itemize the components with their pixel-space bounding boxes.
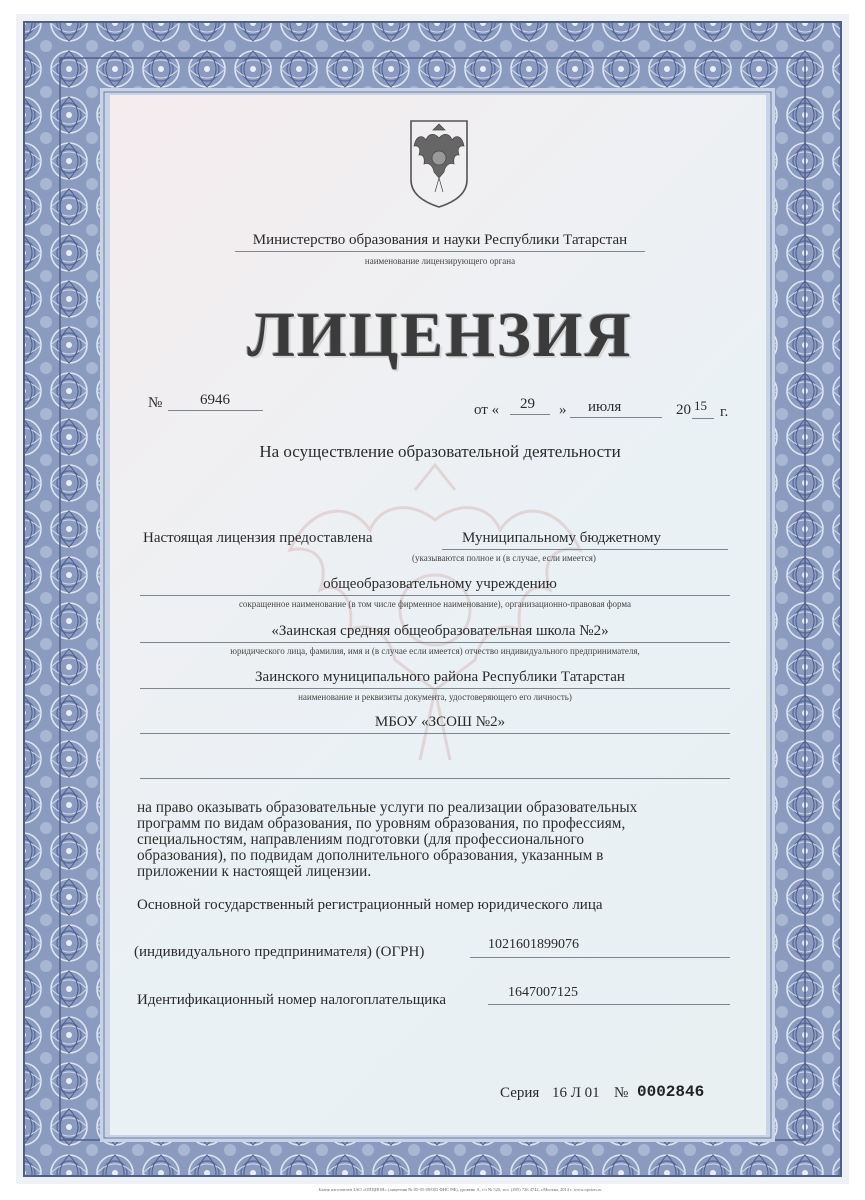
day-underline — [510, 414, 550, 415]
series-number-label: № — [614, 1085, 629, 1101]
rights-line-1: на право оказывать образовательные услуги по реализации образовательных — [137, 799, 638, 816]
authority-caption: наименование лицензирующего органа — [364, 256, 516, 266]
date-year-end: г. — [720, 404, 729, 420]
grantee-caption-1: (указываются полное и (в случае, если имеется) — [412, 553, 596, 563]
inn-underline — [488, 1004, 730, 1005]
grantee-caption-3: юридического лица, фамилия, имя и (в случае если имеется) отчество индивидуального предпринимателя, — [230, 646, 640, 656]
rights-line-2: программ по видам образования, по уровням образования, по профессиям, — [137, 815, 626, 832]
document-title: ЛИЦЕНЗИЯ — [247, 299, 633, 370]
grantee-line-4: Заинского муниципального района Республики Татарстан — [255, 669, 625, 685]
rights-line-4: образования), по подвидам дополнительного образования, указанным в — [137, 847, 604, 864]
grantee-caption-2: сокращенное наименование (в том числе фирменное наименование), организационно-правовая форма — [238, 599, 632, 609]
date-from-label: от « — [474, 402, 500, 418]
number-underline — [168, 410, 263, 411]
date-year-suffix: 15 — [694, 398, 707, 413]
year-underline — [692, 418, 714, 419]
series-label: Серия — [500, 1085, 540, 1101]
authority-underline — [235, 251, 645, 252]
printer-footer: Бланк изготовлен ЗАО «ОПЦИОН» (лицензия № 05-05-09/003 ФНС РФ), уровень А, т/з № 520, тел. (495) 726 4742, г.Москва, 2014 г. www.opcion.ru — [318, 1187, 602, 1192]
rights-paragraph — [137, 800, 727, 880]
ogrn-label-1: Основной государственный регистрационный номер юридического лица — [137, 897, 603, 913]
ogrn-label-2: (индивидуального предпринимателя) (ОГРН) — [134, 944, 425, 960]
license-number: 6946 — [200, 392, 230, 408]
activity-type: На осуществление образовательной деятельности — [259, 442, 621, 461]
month-underline — [570, 417, 662, 418]
coat-of-arms-icon — [408, 118, 470, 210]
rights-line-5: приложении к настоящей лицензии. — [137, 863, 372, 880]
date-month: июля — [588, 399, 622, 415]
grantee-caption-4: наименование и реквизиты документа, удостоверяющего его личность) — [298, 692, 572, 702]
date-day: 29 — [520, 396, 535, 412]
grantee-intro: Настоящая лицензия предоставлена — [143, 530, 373, 546]
grantee-underline-3 — [140, 642, 730, 643]
series-value: 16 Л 01 — [552, 1085, 600, 1101]
licensing-authority: Министерство образования и науки Республики Татарстан — [252, 232, 628, 248]
grantee-underline-1 — [442, 549, 728, 550]
grantee-underline-4 — [140, 688, 730, 689]
grantee-line-2: общеобразовательному учреждению — [323, 576, 557, 592]
grantee-line-1: Муниципальному бюджетному — [462, 530, 662, 546]
inn-value: 1647007125 — [508, 985, 578, 1000]
grantee-underline-2 — [140, 595, 730, 596]
rights-line-3: специальностям, направлениям подготовки (для профессионального — [137, 831, 585, 848]
ogrn-value: 1021601899076 — [488, 937, 579, 952]
grantee-underline-5 — [140, 733, 730, 734]
blank-underline — [140, 778, 730, 779]
grantee-line-3: «Заинская средняя общеобразовательная школа №2» — [271, 623, 609, 639]
ogrn-underline — [470, 957, 730, 958]
number-label: № — [148, 395, 163, 411]
date-close-quote: » — [559, 402, 567, 418]
date-year-prefix: 20 — [676, 402, 691, 418]
inn-label: Идентификационный номер налогоплательщика — [137, 992, 447, 1008]
grantee-short-name: МБОУ «ЗСОШ №2» — [374, 714, 506, 730]
watermark-eagle-icon — [270, 460, 600, 780]
blank-serial-number: 0002846 — [637, 1083, 705, 1101]
